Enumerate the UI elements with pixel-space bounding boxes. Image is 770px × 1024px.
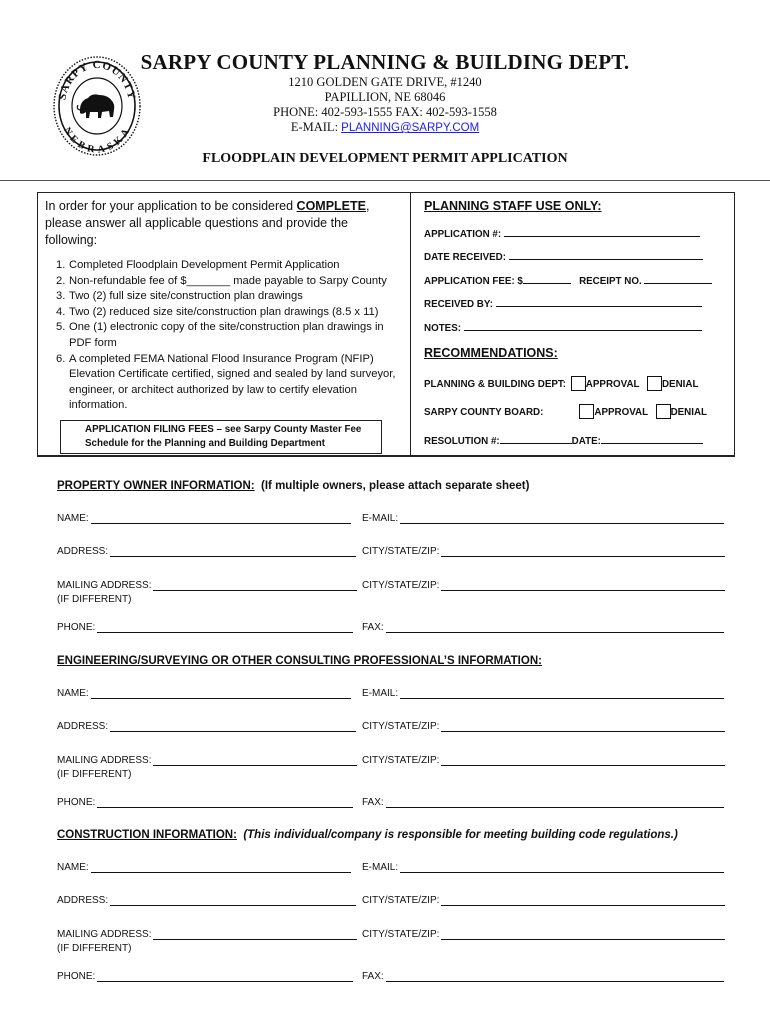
- list-item: [56, 274, 401, 290]
- list-text: Completed Floodplain Development Permit Application: [69, 259, 340, 271]
- field-label: ADDRESS:: [57, 895, 109, 906]
- approval-label: APPROVAL: [594, 407, 649, 418]
- engineer-city-field[interactable]: [362, 721, 725, 732]
- construction-section-heading: [57, 829, 678, 841]
- list-item: [56, 305, 401, 321]
- date-received-field[interactable]: [424, 249, 703, 263]
- planning-approval-checkbox[interactable]: [571, 376, 586, 391]
- construction-address-field[interactable]: [57, 895, 356, 906]
- engineer-mailing-field[interactable]: [57, 755, 357, 766]
- list-item: [56, 352, 401, 414]
- field-label: CITY/STATE/ZIP:: [362, 755, 440, 766]
- field-label: NAME:: [57, 688, 89, 699]
- approval-label: APPROVAL: [585, 379, 640, 390]
- list-num: 4.: [56, 305, 66, 318]
- field-label: FAX:: [362, 797, 384, 808]
- if-different-label: (IF DIFFERENT): [57, 594, 132, 605]
- phone-fax: PHONE: 402-593-1555 FAX: 402-593-1558: [273, 105, 497, 119]
- street-address: 1210 GOLDEN GATE DRIVE, #1240: [288, 75, 482, 89]
- field-label: FAX:: [362, 971, 384, 982]
- planning-denial-checkbox[interactable]: [647, 376, 662, 391]
- field-label: CITY/STATE/ZIP:: [362, 895, 440, 906]
- form-title: FLOODPLAIN DEVELOPMENT PERMIT APPLICATION: [202, 151, 568, 166]
- staff-use-heading: PLANNING STAFF USE ONLY:: [424, 199, 602, 213]
- field-label: ADDRESS:: [57, 721, 109, 732]
- owner-phone-field[interactable]: [57, 622, 353, 633]
- resolution-field[interactable]: [424, 433, 703, 447]
- field-label: PHONE:: [57, 622, 96, 633]
- construction-city-field[interactable]: [362, 895, 725, 906]
- field-label: DATE:: [571, 436, 601, 447]
- construction-mailing-city-field[interactable]: [362, 929, 725, 940]
- list-num: 6.: [56, 352, 66, 365]
- if-different-label: (IF DIFFERENT): [57, 943, 132, 954]
- board-denial-checkbox[interactable]: [656, 404, 671, 419]
- field-label: SARPY COUNTY BOARD:: [424, 407, 544, 418]
- county-board-row: [424, 404, 707, 419]
- field-label: E-MAIL:: [362, 862, 399, 873]
- construction-fax-field[interactable]: [362, 971, 724, 982]
- heading-text: CONSTRUCTION INFORMATION:: [57, 829, 237, 841]
- denial-label: DENIAL: [670, 407, 708, 418]
- owner-fax-field[interactable]: [362, 622, 724, 633]
- list-num: 3.: [56, 290, 66, 303]
- intro-part2: , please answer all applicable questions and provide the following:: [45, 199, 370, 247]
- box-divider: [410, 192, 411, 457]
- list-item: [56, 320, 401, 351]
- field-label: CITY/STATE/ZIP:: [362, 546, 440, 557]
- field-label: FAX:: [362, 622, 384, 633]
- email-label: E-MAIL:: [290, 120, 342, 134]
- department-title: SARPY COUNTY PLANNING & BUILDING DEPT.: [140, 50, 630, 74]
- engineer-address-field[interactable]: [57, 721, 356, 732]
- heading-note: (If multiple owners, please attach separate sheet): [261, 480, 530, 492]
- planning-dept-row: [424, 376, 698, 391]
- received-by-field[interactable]: [424, 296, 702, 310]
- list-text: A completed FEMA National Flood Insurance Program (NFIP) Elevation Certificate certified, signed and sealed by land surveyor, engineer, or architect authorized by law to certify elevation information.: [69, 352, 396, 412]
- engineer-phone-field[interactable]: [57, 797, 353, 808]
- engineer-section-heading: [57, 655, 542, 667]
- engineer-mailing-city-field[interactable]: [362, 755, 725, 766]
- field-label: MAILING ADDRESS:: [57, 580, 152, 591]
- field-label: PHONE:: [57, 797, 96, 808]
- field-label: E-MAIL:: [362, 513, 399, 524]
- recommendations-heading: RECOMMENDATIONS:: [424, 346, 558, 360]
- field-label: MAILING ADDRESS:: [57, 755, 152, 766]
- field-label: CITY/STATE/ZIP:: [362, 929, 440, 940]
- list-text: Two (2) full size site/construction plan drawings: [69, 290, 303, 303]
- field-label: E-MAIL:: [362, 688, 399, 699]
- field-label: PLANNING & BUILDING DEPT:: [424, 379, 567, 390]
- field-label: ADDRESS:: [57, 546, 109, 557]
- field-label: NOTES:: [424, 323, 462, 334]
- svg-text:SARPY COUNTY: SARPY COUNTY: [56, 58, 138, 102]
- owner-city-field[interactable]: [362, 546, 725, 557]
- intro-text: [45, 198, 395, 249]
- engineer-email-field[interactable]: [362, 688, 724, 699]
- heading-text: PROPERTY OWNER INFORMATION:: [57, 480, 255, 492]
- intro-part1: In order for your application to be considered: [45, 199, 297, 213]
- engineer-fax-field[interactable]: [362, 797, 724, 808]
- header-divider: [0, 180, 770, 181]
- owner-mailing-city-field[interactable]: [362, 580, 725, 591]
- field-label: APPLICATION FEE: $: [424, 276, 523, 287]
- list-item: [56, 289, 401, 305]
- denial-label: DENIAL: [661, 379, 699, 390]
- construction-mailing-field[interactable]: [57, 929, 357, 940]
- email-line: [180, 119, 590, 136]
- field-label: MAILING ADDRESS:: [57, 929, 152, 940]
- field-label: RECEIVED BY:: [424, 299, 493, 310]
- requirements-list: [56, 258, 401, 414]
- list-num: 1.: [56, 259, 66, 271]
- application-fee-field[interactable]: [424, 273, 712, 287]
- field-label: DATE RECEIVED:: [424, 252, 507, 263]
- board-approval-checkbox[interactable]: [579, 404, 594, 419]
- construction-email-field[interactable]: [362, 862, 724, 873]
- list-num: 5.: [56, 321, 66, 334]
- owner-name-field[interactable]: [57, 513, 351, 524]
- email-link[interactable]: PLANNING@SARPY.COM: [341, 122, 480, 134]
- field-label: RECEIPT NO.: [579, 276, 642, 287]
- intro-complete: COMPLETE: [296, 199, 366, 213]
- heading-text: ENGINEERING/SURVEYING OR OTHER CONSULTING PROFESSIONAL’S INFORMATION:: [57, 655, 542, 667]
- owner-section-heading: [57, 480, 529, 492]
- owner-address-field[interactable]: [57, 546, 356, 557]
- field-label: NAME:: [57, 862, 89, 873]
- svg-text:NEBRASKA: NEBRASKA: [61, 125, 133, 156]
- city-address: PAPILLION, NE 68046: [324, 90, 446, 104]
- construction-name-field[interactable]: [57, 862, 351, 873]
- application-number-field[interactable]: [424, 226, 700, 240]
- owner-email-field[interactable]: [362, 513, 724, 524]
- heading-note: (This individual/company is responsible for meeting building code regulations.): [243, 829, 678, 841]
- field-label: CITY/STATE/ZIP:: [362, 580, 440, 591]
- engineer-name-field[interactable]: [57, 688, 351, 699]
- field-label: PHONE:: [57, 971, 96, 982]
- field-label: RESOLUTION #:: [424, 436, 500, 447]
- construction-phone-field[interactable]: [57, 971, 353, 982]
- list-text: Non-refundable fee of $_______ made payable to Sarpy County: [69, 274, 387, 287]
- field-label: NAME:: [57, 513, 89, 524]
- owner-mailing-field[interactable]: [57, 580, 357, 591]
- field-label: APPLICATION #:: [424, 229, 502, 240]
- list-num: 2.: [56, 274, 66, 287]
- list-text: Two (2) reduced size site/construction plan drawings (8.5 x 11): [69, 305, 379, 318]
- list-item: [56, 258, 401, 274]
- filing-fee-note: APPLICATION FILING FEES – see Sarpy County Master Fee Schedule for the Planning and Building Department: [60, 420, 382, 454]
- list-text: One (1) electronic copy of the site/construction plan drawings in PDF form: [69, 321, 384, 349]
- notes-field[interactable]: [424, 320, 702, 334]
- if-different-label: (IF DIFFERENT): [57, 769, 132, 780]
- field-label: CITY/STATE/ZIP:: [362, 721, 440, 732]
